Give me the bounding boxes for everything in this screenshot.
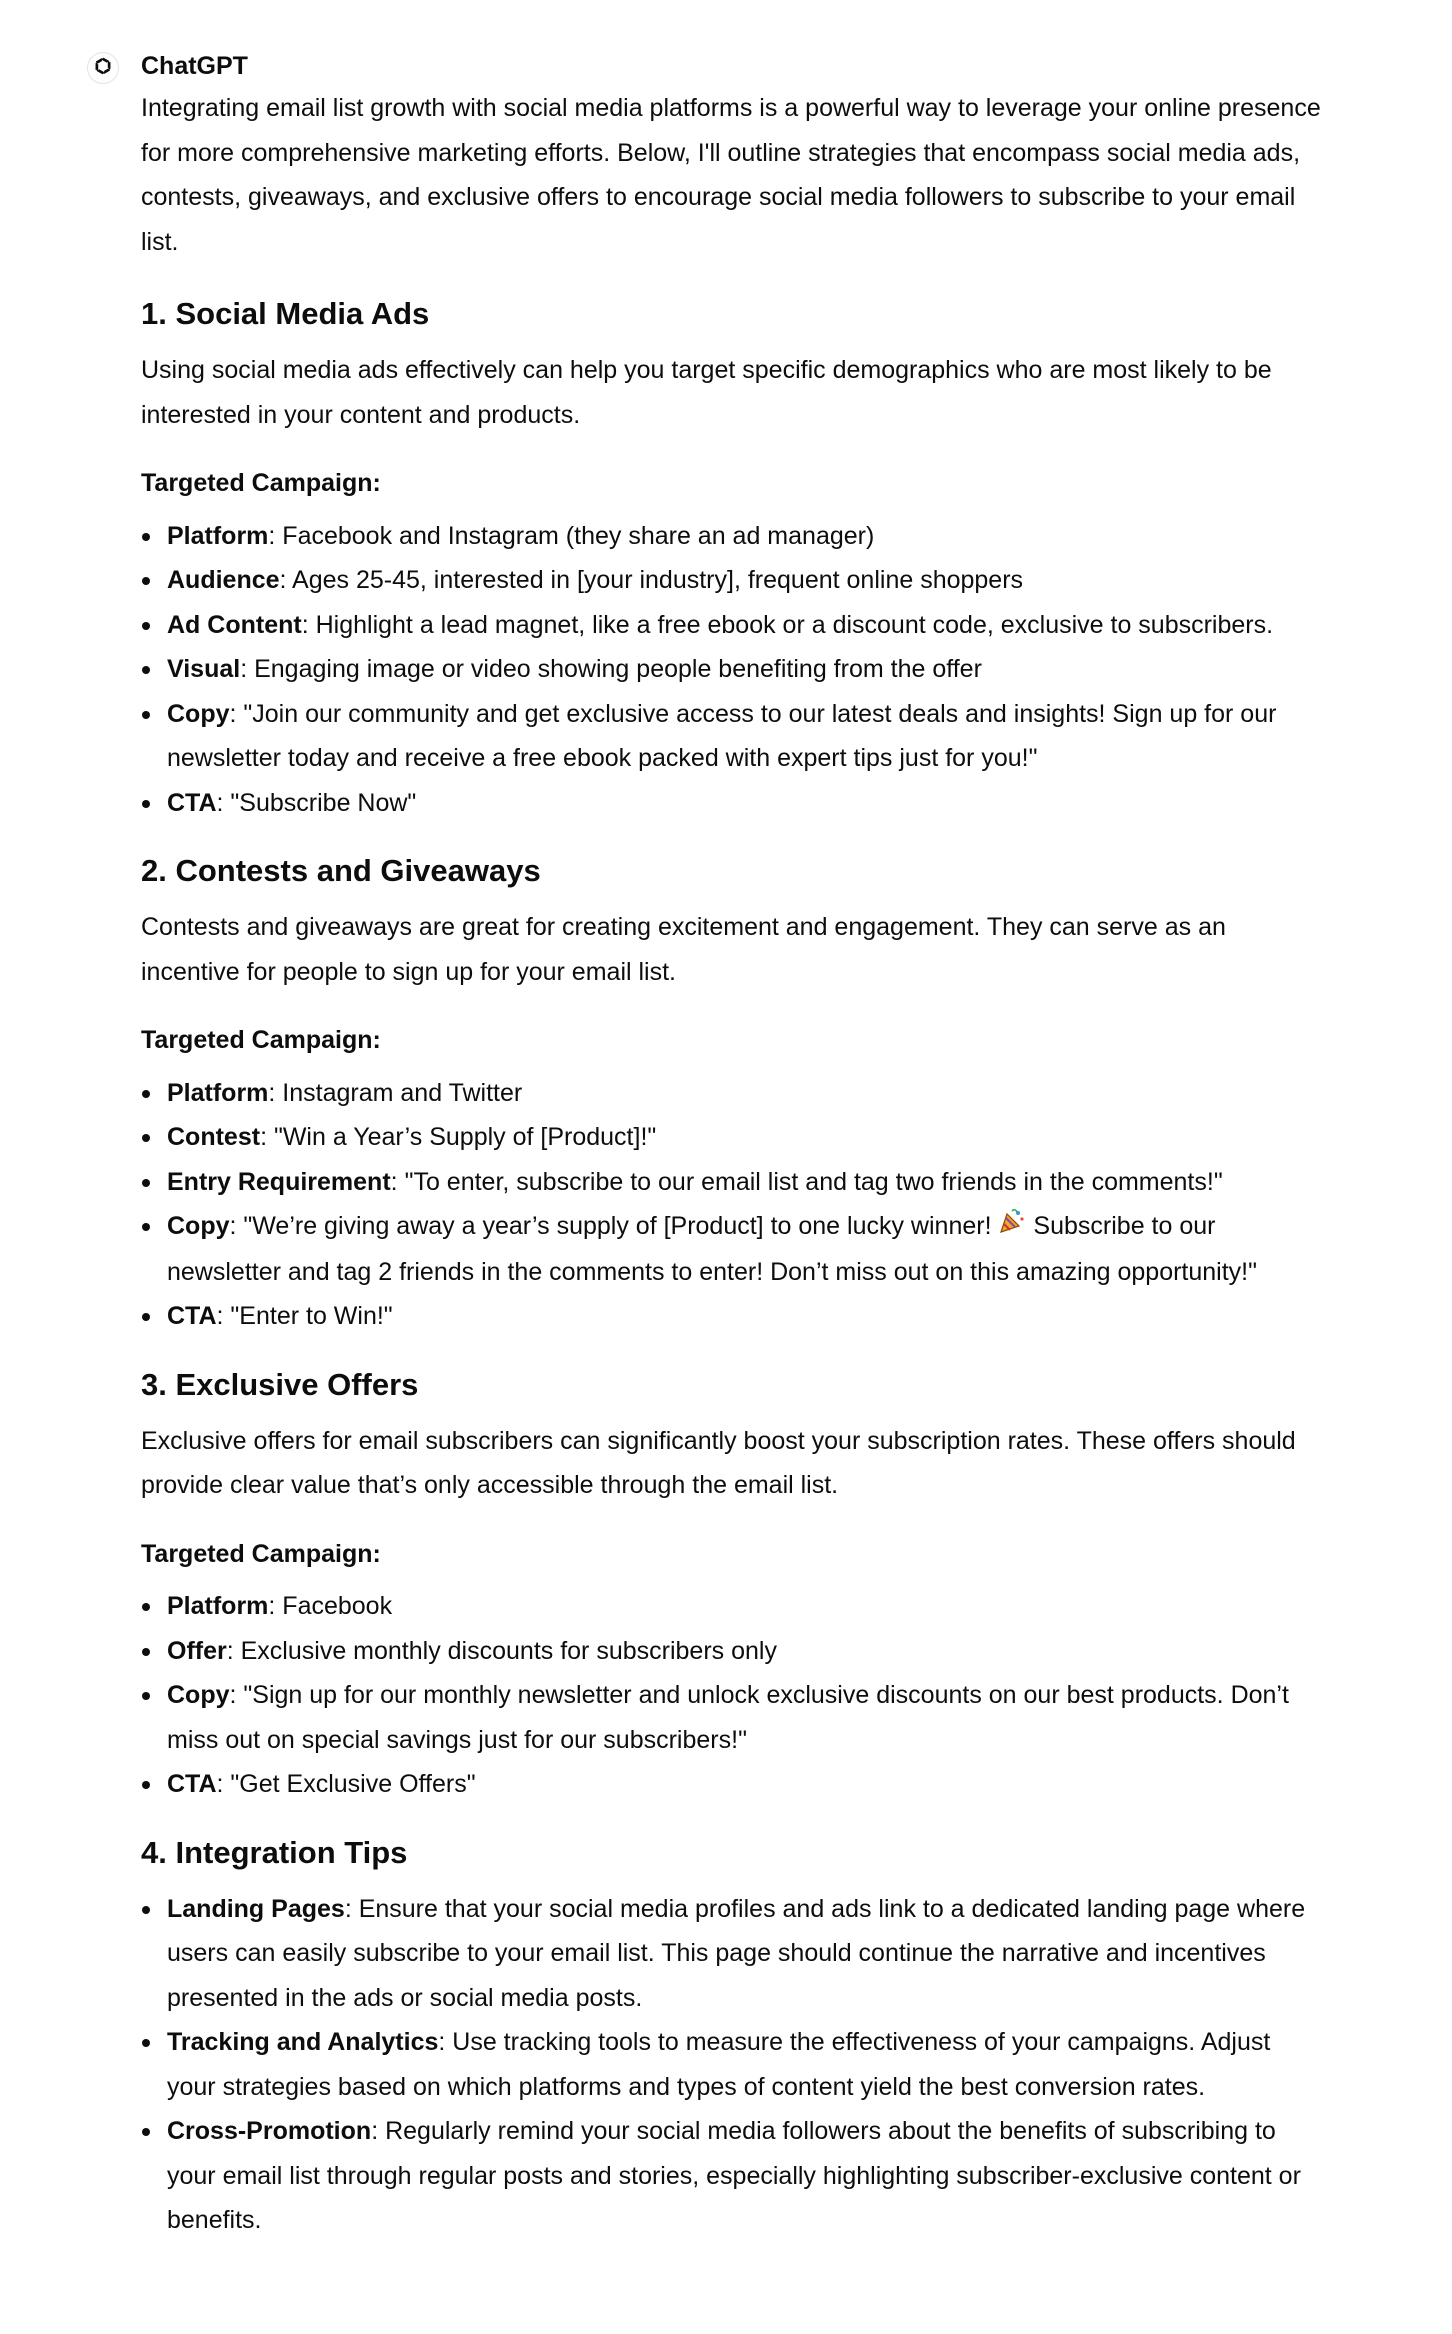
item-label: Platform <box>167 1078 269 1107</box>
list-item <box>141 1762 1321 1807</box>
list-item <box>141 1887 1321 2021</box>
list-item <box>141 1071 1321 1116</box>
item-label: Cross-Promotion <box>167 2117 372 2146</box>
campaign-label: Targeted Campaign: <box>141 1026 381 1054</box>
intro-paragraph: Integrating email list growth with social media platforms is a powerful way to leverage your online presence for more comprehensive marketing efforts. Below, I'll outline strategies that encompass social media ads, contests, giveaways, and exclusive offers to encourage social media followers to subscribe to your email list. <box>141 94 1321 256</box>
item-text: : "Win a Year’s Supply of [Product]!" <box>260 1123 657 1151</box>
item-label: Platform <box>167 521 269 550</box>
message-author: ChatGPT <box>141 52 248 80</box>
section-heading: 4. Integration Tips <box>141 1834 408 1870</box>
item-text: : Exclusive monthly discounts for subscribers only <box>226 1636 777 1665</box>
item-text: : "Enter to Win!" <box>216 1302 393 1331</box>
campaign-list <box>141 514 1321 826</box>
list-item <box>141 2109 1321 2243</box>
item-text: : "Get Exclusive Offers" <box>216 1770 476 1799</box>
chatgpt-avatar <box>87 52 119 84</box>
item-text: : Regularly remind your social media followers about the benefits of subscribing to your email list through regular posts and stories, especially highlighting subscriber-exclusive content or benefits. <box>167 2117 1301 2235</box>
campaign-list <box>141 1071 1321 1339</box>
item-text: : "Join our community and get exclusive access to our latest deals and insights! Sign up for our newsletter today and receive a free ebook packed with expert tips just for you!" <box>167 699 1277 772</box>
section-integration-tips <box>141 1831 1321 2243</box>
item-label: Offer <box>167 1636 227 1665</box>
item-text: : "To enter, subscribe to our email list and tag two friends in the comments!" <box>390 1167 1223 1196</box>
section-social-media-ads <box>141 292 1321 825</box>
campaign-list <box>141 1584 1321 1807</box>
section-heading: 1. Social Media Ads <box>141 296 430 331</box>
item-label: Landing Pages <box>167 1894 345 1923</box>
list-item <box>141 1160 1321 1205</box>
list-item <box>141 558 1321 603</box>
list-item <box>141 1115 1321 1160</box>
list-item <box>141 1204 1321 1294</box>
item-text-continued: Subscribe to our newsletter and tag 2 friends in the comments to enter! Don’t miss out on this amazing opportunity!" <box>167 1212 1257 1286</box>
section-exclusive-offers <box>141 1363 1321 1807</box>
list-item <box>141 781 1321 826</box>
list-item <box>141 603 1321 648</box>
item-text: : Highlight a lead magnet, like a free ebook or a discount code, exclusive to subscribers. <box>301 610 1274 639</box>
item-label: Audience <box>167 566 280 594</box>
list-item <box>141 692 1321 781</box>
list-item <box>141 1629 1321 1674</box>
item-label: Tracking and Analytics <box>167 2028 439 2057</box>
item-label: Visual <box>167 655 241 683</box>
item-text: : "We’re giving away a year’s supply of [Product] to one lucky winner! <box>229 1212 992 1240</box>
tips-list <box>141 1887 1321 2243</box>
list-item <box>141 1294 1321 1339</box>
item-label: Copy <box>167 1681 230 1710</box>
list-item <box>141 1584 1321 1629</box>
campaign-label: Targeted Campaign: <box>141 469 381 497</box>
item-text: : Facebook <box>268 1592 393 1621</box>
item-text: : Facebook and Instagram (they share an ad manager) <box>268 521 875 550</box>
item-label: CTA <box>167 1770 217 1799</box>
item-text: : Instagram and Twitter <box>268 1078 523 1107</box>
item-label: Ad Content <box>167 610 302 639</box>
section-description: Exclusive offers for email subscribers can significantly boost your subscription rates. These offers should provide clear value that’s only accessible through the email list. <box>141 1426 1296 1500</box>
item-text: : Ages 25-45, interested in [your industry], frequent online shoppers <box>279 566 1024 594</box>
campaign-label: Targeted Campaign: <box>141 1539 381 1568</box>
item-text: : "Subscribe Now" <box>216 788 417 817</box>
item-label: CTA <box>167 1302 217 1331</box>
item-text: : Use tracking tools to measure the effectiveness of your campaigns. Adjust your strategies based on which platforms and types of content yield the best conversion rates. <box>167 2028 1271 2101</box>
list-item <box>141 1673 1321 1762</box>
list-item <box>141 647 1321 692</box>
item-text: : Ensure that your social media profiles and ads link to a dedicated landing page where users can easily subscribe to your email list. This page should continue the narrative and incentives presented in the ads or social media posts. <box>167 1894 1306 2012</box>
list-item <box>141 2020 1321 2109</box>
party-popper-icon <box>998 1205 1026 1250</box>
section-contests-giveaways <box>141 849 1321 1339</box>
item-label: CTA <box>167 788 217 817</box>
item-label: Copy <box>167 699 230 728</box>
item-label: Platform <box>167 1592 269 1621</box>
section-description: Contests and giveaways are great for creating excitement and engagement. They can serve as an incentive for people to sign up for your email list. <box>141 913 1226 986</box>
section-heading: 2. Contests and Giveaways <box>141 853 541 888</box>
item-text: : "Sign up for our monthly newsletter and unlock exclusive discounts on our best products. Don’t miss out on special savings just for our subscribers!" <box>167 1681 1289 1754</box>
list-item <box>141 514 1321 559</box>
section-heading: 3. Exclusive Offers <box>141 1366 419 1402</box>
item-text: : Engaging image or video showing people benefiting from the offer <box>240 655 982 683</box>
openai-logo-icon <box>92 55 114 82</box>
item-label: Copy <box>167 1212 230 1240</box>
item-label: Contest <box>167 1123 261 1151</box>
message-content <box>141 86 1321 2243</box>
item-label: Entry Requirement <box>167 1167 391 1196</box>
section-description: Using social media ads effectively can help you target specific demographics who are most likely to be interested in your content and products. <box>141 356 1272 429</box>
